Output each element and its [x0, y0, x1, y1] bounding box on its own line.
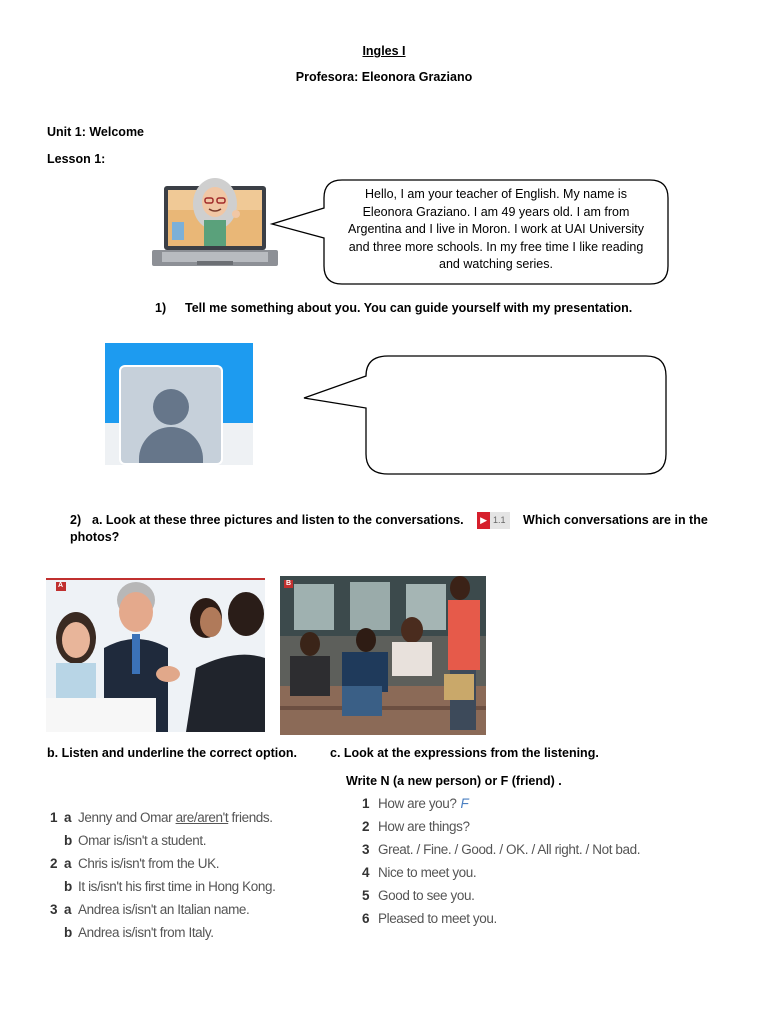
option-choice[interactable]: is/isn't [88, 879, 122, 894]
exercise-row: 3 a Andrea is/isn't an Italian name. [50, 902, 250, 917]
exercise-row: 1 a Jenny and Omar are/aren't friends. [50, 810, 273, 825]
default-avatar-icon [121, 367, 221, 463]
exercise-row: b It is/isn't his first time in Hong Kong. [64, 879, 276, 894]
exercise-row: 2 a Chris is/isn't from the UK. [50, 856, 220, 871]
question-1-text: Tell me something about you. You can guide yourself with my presentation. [185, 301, 633, 315]
expression-row: 1 How are you? F [362, 796, 469, 811]
expression-row: 4 Nice to meet you. [362, 865, 477, 880]
expression-row: 3 Great. / Fine. / Good. / OK. / All right. / Not bad. [362, 842, 641, 857]
expression-row: 6 Pleased to meet you. [362, 911, 497, 926]
answer-field[interactable]: F [460, 796, 469, 811]
audio-track-badge[interactable]: ▶ 1.1 [477, 512, 509, 529]
unit-heading: Unit 1: Welcome [47, 125, 145, 139]
option-choice[interactable]: is/isn't [122, 902, 157, 917]
question-1-number: 1) [155, 301, 167, 315]
teacher-presentation-text: Hello, I am your teacher of English. My name is Eleonora Graziano. I am 49 years old. I am from Argentina and I live in Moron. I work at UAI University and three more schools. In my free time I like reading and watching series. [348, 187, 644, 271]
question-2-number: 2) [70, 513, 82, 527]
lesson-heading: Lesson 1: [47, 152, 106, 166]
exercise-row: b Andrea is/isn't from Italy. [64, 925, 214, 940]
option-choice[interactable]: is/isn't [110, 856, 145, 871]
option-choice[interactable]: is/isn't [122, 925, 157, 940]
question-2-followup: Which conversations are in the photos? [70, 513, 708, 545]
photo-a-business-meeting [46, 578, 265, 732]
question-2a-text: a. Look at these three pictures and listen to the conversations. [92, 513, 464, 527]
teacher-name: Profesora: Eleonora Graziano [295, 70, 473, 84]
part-c-exercise [362, 792, 644, 930]
laptop-avatar-illustration [152, 172, 278, 276]
student-profile-card [105, 343, 253, 465]
part-c-instruction: Write N (a new person) or F (friend) . [346, 774, 562, 788]
photo-b-students [280, 576, 486, 735]
exercise-row: b Omar is/isn't a student. [64, 833, 207, 848]
part-c-heading: c. Look at the expressions from the listening. [330, 746, 599, 760]
question-1 [155, 301, 632, 315]
option-choice[interactable]: is/isn't [113, 833, 148, 848]
document-title: Ingles I [362, 44, 406, 58]
expression-row: 2 How are things? [362, 819, 470, 834]
part-b-heading: b. Listen and underline the correct option. [47, 746, 298, 760]
option-choice[interactable]: are/aren't [175, 810, 229, 825]
play-icon: ▶ [477, 512, 490, 529]
photo-b-label: B [286, 580, 292, 587]
expression-row: 5 Good to see you. [362, 888, 475, 903]
photo-a-label: A [58, 582, 64, 589]
part-b-exercise [50, 806, 275, 944]
student-speech-bubble[interactable] [300, 354, 672, 480]
avatar-frame [119, 365, 223, 465]
question-2 [70, 512, 710, 546]
